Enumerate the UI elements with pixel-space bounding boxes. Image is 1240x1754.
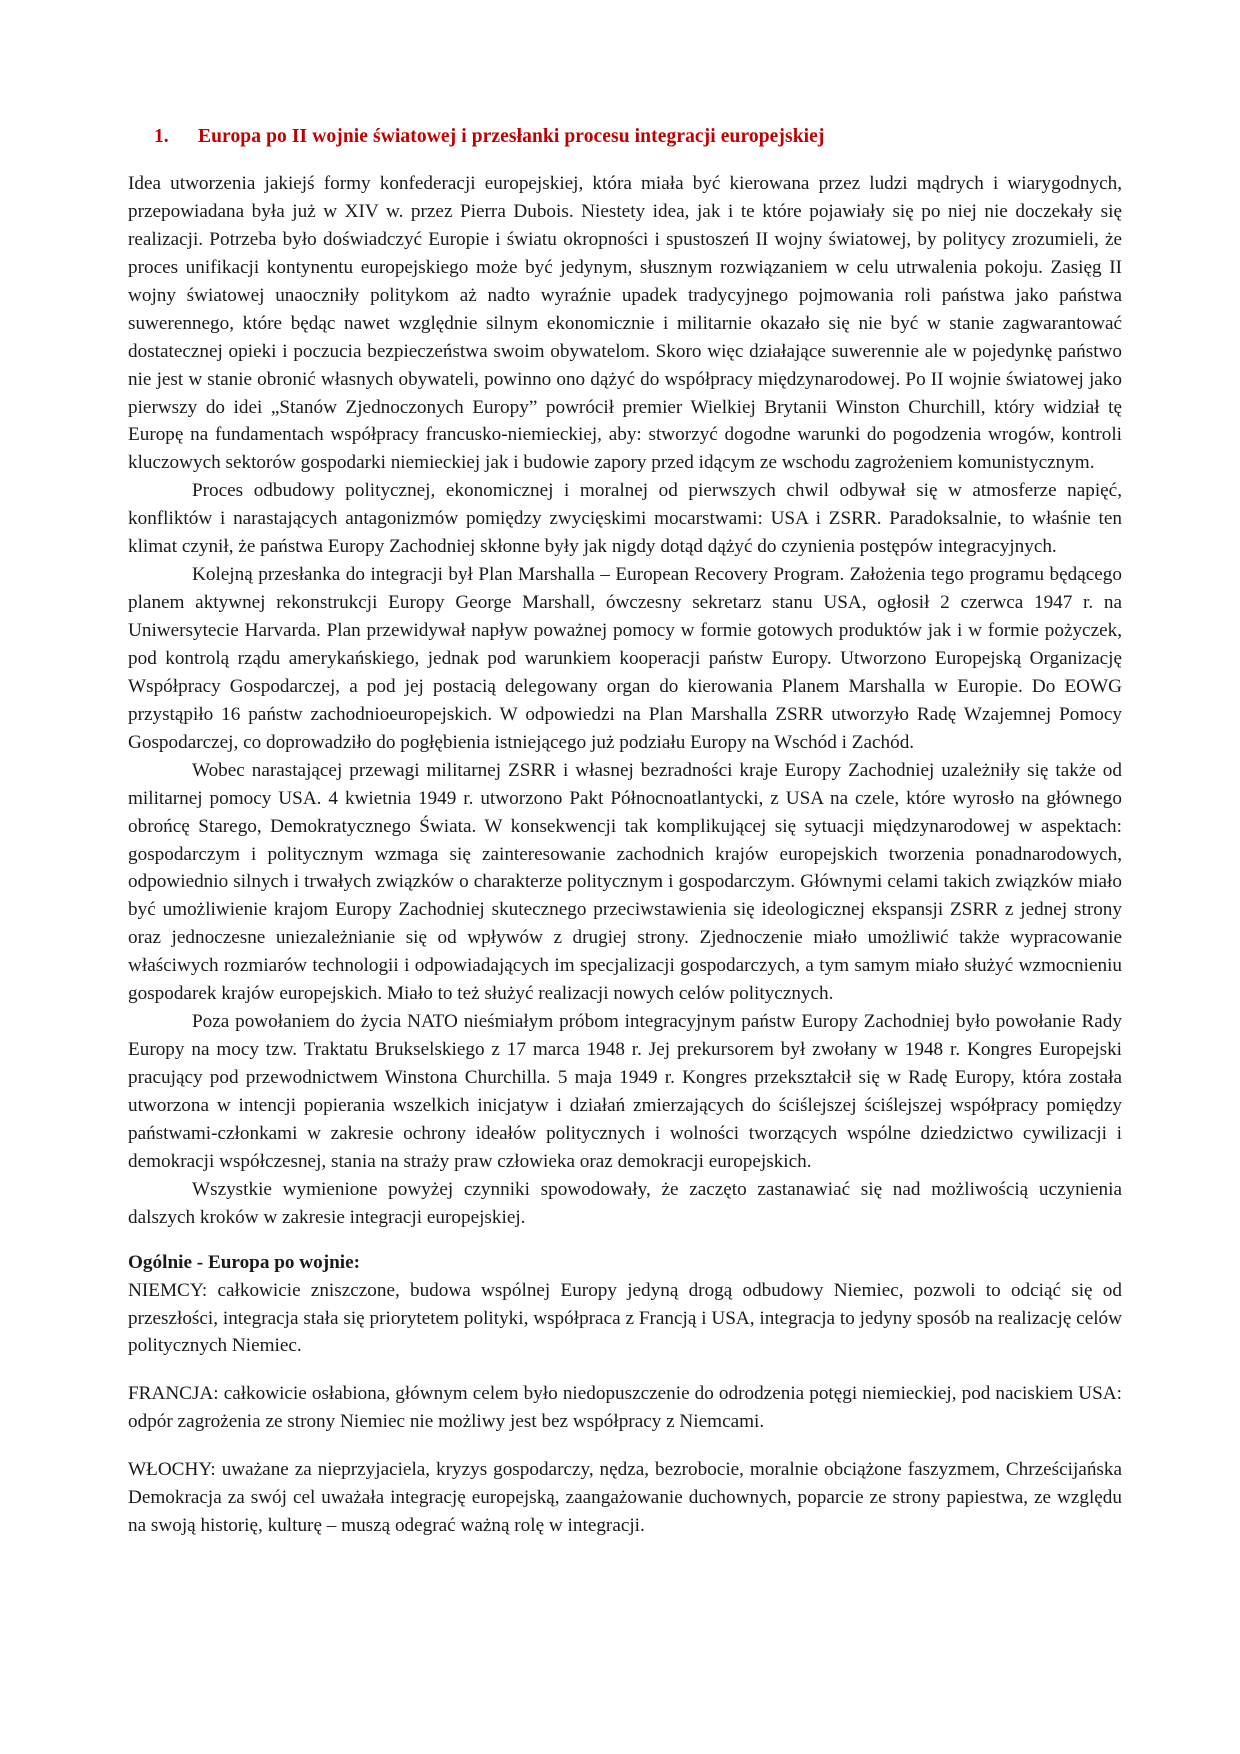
paragraph-4: Wobec narastającej przewagi militarnej ZSRR i własnej bezradności kraje Europy Zachodniej uzależniły się także od militarnej pomocy USA. 4 kwietnia 1949 r. utworzono Pakt Północnoatlantycki, z USA na czele, które wyrosło na głównego obrońcę Starego, Demokratycznego Świata. W konsekwencji tak komplikującej się sytuacji międzynarodowej w aspektach: gospodarczym i politycznym wzmaga się zainteresowanie zachodnich krajów europejskich tworzenia ponadnarodowych, odpowiednio silnych i trwałych związków o charakterze politycznym i gospodarczym. Głównymi celami takich związków miało być umożliwienie krajom Europy Zachodniej skutecznego przeciwstawienia się ideologicznej ekspansji ZSRR z jednej strony oraz jednoczesne uniezależnianie się od wpływów z drugiej strony. Zjednoczenie miało umożliwić także wypracowanie właściwych rozmiarów technologii i odpowiadających im specjalizacji gospodarczych, a tym samym miało służyć wzmocnieniu gospodarek krajów europejskich. Miało to też służyć realizacji nowych celów politycznych.: [128, 759, 1122, 1005]
paragraph-6: Wszystkie wymienione powyżej czynniki spowodowały, że zaczęto zastanawiać się nad możliwością uczynienia dalszych kroków w zakresie integracji europejskiej.: [128, 1178, 1122, 1228]
section-entry-wlochy: WŁOCHY: uważane za nieprzyjaciela, kryzys gospodarczy, nędza, bezrobocie, moralnie obciążone faszyzmem, Chrześcijańska Demokracja za swój cel uważała integrację europejską, zaangażowanie duchownych, poparcie ze strony papiestwa, ze względu na swoją historię, kulturę – muszą odegrać ważną rolę w integracji.: [128, 1459, 1122, 1537]
entry-spacer-1: [128, 1360, 1122, 1380]
page-title: [128, 126, 1122, 148]
paragraph-1: Idea utworzenia jakiejś formy konfederacji europejskiej, która miała być kierowana przez ludzi mądrych i wiarygodnych, przepowiadana była już w XIV w. przez Pierra Dubois. Niestety idea, jak i te które pojawiały się po niej nie doczekały się realizacji. Potrzeba było doświadczyć Europie i światu okropności i spustoszeń II wojny światowej, by politycy zrozumieli, że proces unifikacji kontynentu europejskiego może być jedynym, słusznym rozwiązaniem w celu utrwalenia pokoju. Zasięg II wojny światowej unaoczniły politykom aż nadto wyraźnie upadek tradycyjnego pojmowania roli państwa jako państwa suwerennego, które będąc nawet względnie silnym ekonomicznie i militarnie okazało się nie być w stanie zagwarantować dostatecznej opieki i poczucia bezpieczeństwa swoim obywatelom. Skoro więc działające suwerennie ale w pojedynkę państwo nie jest w stanie obronić własnych obywateli, powinno ono dążyć do współpracy międzynarodowej. Po II wojnie światowej jako pierwszy do idei „Stanów Zjednoczonych Europy” powrócił premier Wielkiej Brytanii Winston Churchill, który widział tę Europę na fundamentach współpracy francusko-niemieckiej, aby: stworzyć dogodne warunki do pogodzenia wrogów, kontroli kluczowych sektorów gospodarki niemieckiej jak i budowie zapory przed idącym ze wschodu zagrożeniem komunistycznym.: [128, 173, 1122, 474]
heading-number: 1.: [154, 126, 169, 147]
section-spacer: [128, 1232, 1122, 1249]
paragraph-5: Poza powołaniem do życia NATO nieśmiałym próbom integracyjnym państw Europy Zachodniej było powołanie Rady Europy na mocy tzw. Traktatu Brukselskiego z 17 marca 1948 r. Jej prekursorem był zwołany w 1948 r. Kongres Europejski pracujący pod przewodnictwem Winstona Churchilla. 5 maja 1949 r. Kongres przekształcił się w Radę Europy, która została utworzona w intencji popierania wszelkich inicjatyw i działań zmierzających do ściślejszej ściślejszej współpracy pomiędzy państwami-członkami w zakresie ochrony ideałów politycznych i wolności tworzących wspólne dziedzictwo cywilizacji i demokracji współczesnej, stania na straży praw człowieka oraz demokracji europejskich.: [128, 1011, 1122, 1172]
paragraph-2: Proces odbudowy politycznej, ekonomicznej i moralnej od pierwszych chwil odbywał się w atmosferze napięć, konfliktów i narastających antagonizmów pomiędzy zwycięskimi mocarstwami: USA i ZSRR. Paradoksalnie, to właśnie ten klimat czynił, że państwa Europy Zachodniej skłonne były jak nigdy dotąd dążyć do czynienia postępów integracyjnych.: [128, 480, 1122, 558]
paragraph-3: Kolejną przesłanka do integracji był Plan Marshalla – European Recovery Program. Założenia tego programu będącego planem aktywnej rekonstrukcji Europy George Marshall, ówczesny sekretarz stanu USA, ogłosił 2 czerwca 1947 r. na Uniwersytecie Harvarda. Plan przewidywał napływ poważnej pomocy w formie gotowych produktów jak i w formie pożyczek, pod kontrolą rządu amerykańskiego, jednak pod warunkiem kooperacji państw Europy. Utworzono Europejską Organizację Współpracy Gospodarczej, a pod jej postacią delegowany organ do kierowania Planem Marshalla w Europie. Do EOWG przystąpiło 16 państw zachodnioeuropejskich. W odpowiedzi na Plan Marshalla ZSRR utworzyło Radę Wzajemnej Pomocy Gospodarczej, co doprowadziło do pogłębienia istniejącego już podziału Europy na Wschód i Zachód.: [128, 564, 1122, 753]
section-entry-niemcy: NIEMCY: całkowicie zniszczone, budowa wspólnej Europy jedyną drogą odbudowy Niemiec, pozwoli to odciąć się od przeszłości, integracja stała się priorytetem polityki, współpraca z Francją i USA, integracja to jedyny sposób na realizację celów politycznych Niemiec.: [128, 1279, 1122, 1357]
section-entry-francja: FRANCJA: całkowicie osłabiona, głównym celem było niedopuszczenie do odrodzenia potęgi niemieckiej, pod naciskiem USA: odpór zagrożenia ze strony Niemiec nie możliwy jest bez współpracy z Niemcami.: [128, 1383, 1122, 1433]
entry-spacer-2: [128, 1436, 1122, 1456]
section-title: Ogólnie - Europa po wojnie:: [128, 1251, 361, 1273]
heading-text: Europa po II wojnie światowej i przesłanki procesu integracji europejskiej: [198, 126, 825, 147]
